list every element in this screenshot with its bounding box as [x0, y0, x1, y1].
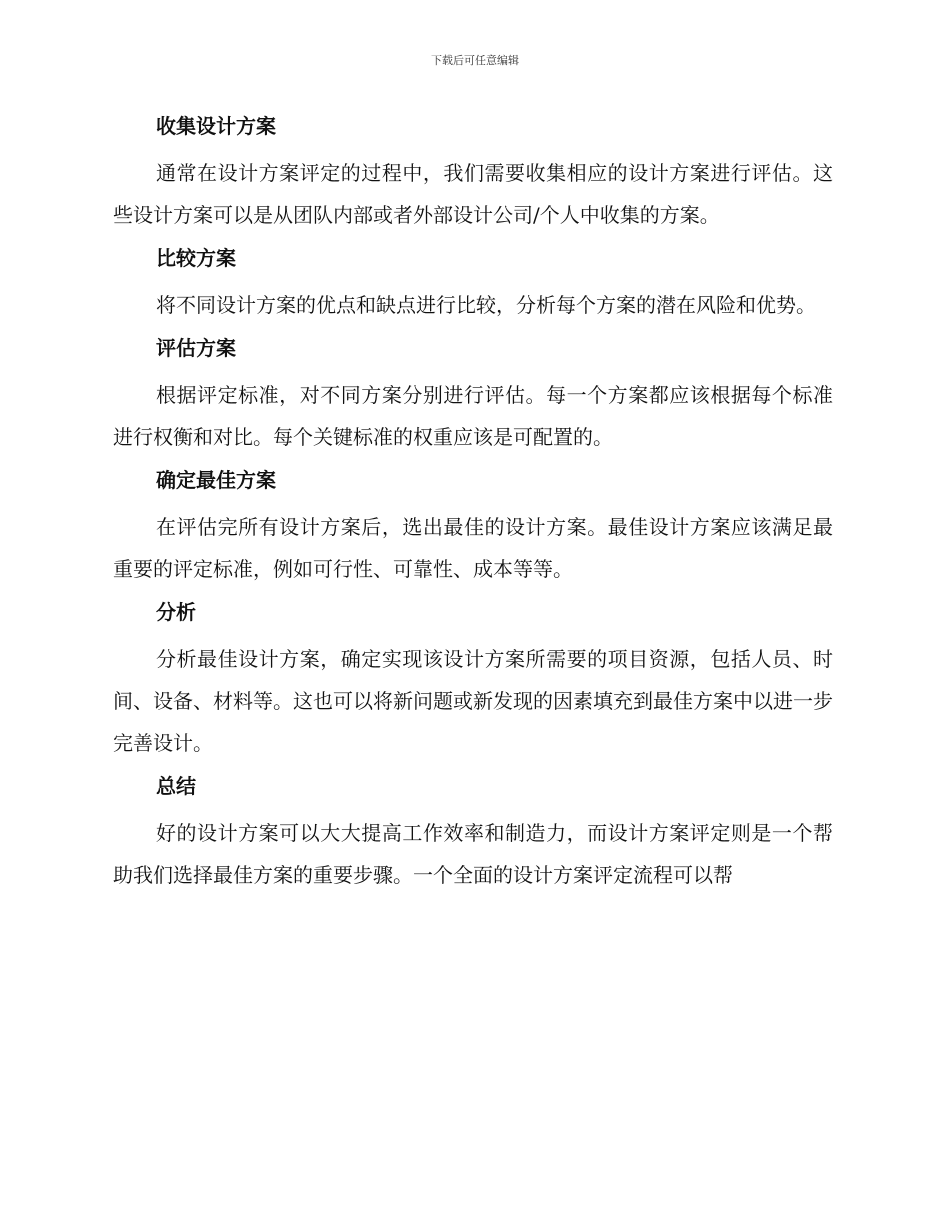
section-paragraph: 根据评定标准，对不同方案分别进行评估。每一个方案都应该根据每个标准进行权衡和对比。每个关键标准的权重应该是可配置的。 — [113, 383, 833, 449]
section-heading: 比较方案 — [156, 246, 236, 270]
section-heading: 评估方案 — [156, 336, 236, 360]
section-paragraph: 在评估完所有设计方案后，选出最佳的设计方案。最佳设计方案应该满足最重要的评定标准，例如可行性、可靠性、成本等等。 — [113, 515, 833, 581]
section-summary — [113, 770, 833, 896]
section-heading: 分析 — [156, 600, 196, 624]
section-compare — [113, 242, 833, 326]
document-body — [113, 110, 833, 902]
section-paragraph: 通常在设计方案评定的过程中，我们需要收集相应的设计方案进行评估。这些设计方案可以是从团队内部或者外部设计公司/个人中收集的方案。 — [113, 161, 833, 227]
section-collect — [113, 110, 833, 236]
section-heading: 总结 — [156, 774, 196, 798]
section-best — [113, 464, 833, 590]
section-paragraph: 分析最佳设计方案，确定实现该设计方案所需要的项目资源，包括人员、时间、设备、材料等。这也可以将新问题或新发现的因素填充到最佳方案中以进一步完善设计。 — [113, 647, 833, 755]
section-heading: 确定最佳方案 — [156, 468, 276, 492]
page-header: 下载后可任意编辑 — [431, 54, 519, 67]
section-paragraph: 好的设计方案可以大大提高工作效率和制造力，而设计方案评定则是一个帮助我们选择最佳方案的重要步骤。一个全面的设计方案评定流程可以帮 — [113, 821, 833, 887]
section-paragraph: 将不同设计方案的优点和缺点进行比较，分析每个方案的潜在风险和优势。 — [156, 293, 816, 317]
section-heading: 收集设计方案 — [156, 114, 276, 138]
section-analysis — [113, 596, 833, 764]
section-evaluate — [113, 332, 833, 458]
